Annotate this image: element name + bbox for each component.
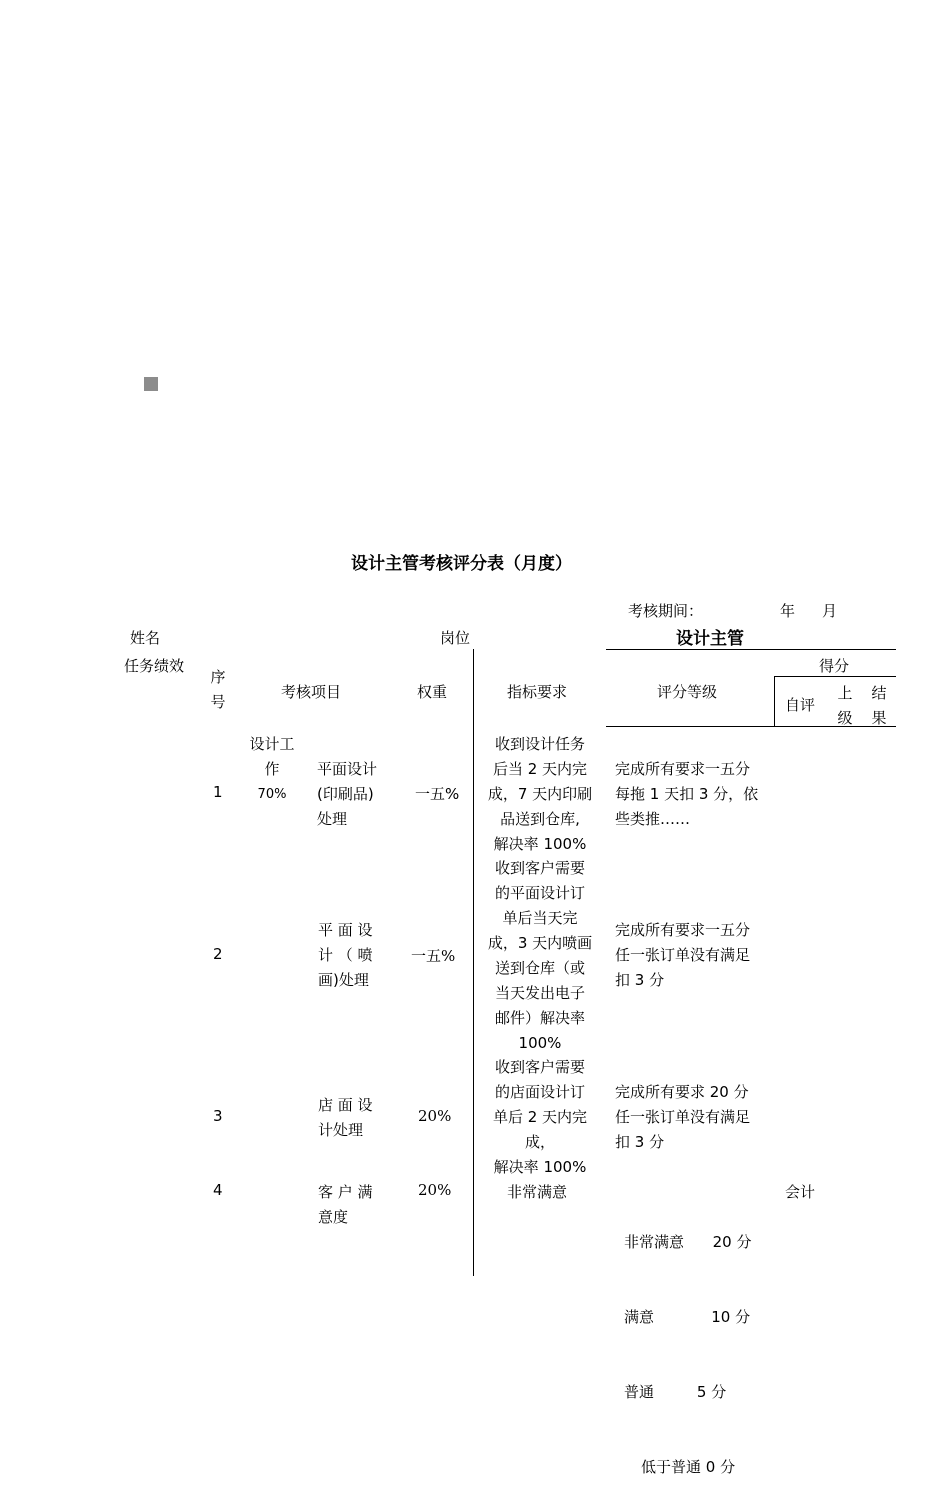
- row4-weight: 20%: [418, 1181, 452, 1199]
- row3-indicator: 收到客户需要 的店面设计订 单后 2 天内完 成， 解决率 100%: [492, 1058, 588, 1176]
- period-month: 月: [822, 602, 838, 620]
- row4-self-eval: 会计: [785, 1183, 816, 1201]
- position-label: 岗位: [440, 629, 471, 647]
- row1-weight: 一五%: [415, 785, 460, 803]
- col-superior: 上 级: [837, 684, 853, 727]
- row3-grading: 完成所有要求 20 分 任一张订单没有满足 扣 3 分: [615, 1083, 751, 1151]
- name-label: 姓名: [130, 629, 161, 647]
- row3-item: 店 面 设 计处理: [318, 1096, 373, 1139]
- row2-grading: 完成所有要求一五分 任一张订单没有满足 扣 3 分: [615, 921, 751, 989]
- col-grading: 评分等级: [657, 683, 718, 701]
- row2-seq: 2: [213, 945, 223, 963]
- row2-weight: 一五%: [411, 947, 456, 965]
- task-performance-label: 任务绩效: [124, 657, 185, 675]
- row1-item: 平面设计 (印刷品) 处理: [317, 760, 378, 828]
- form-title: 设计主管考核评分表（月度）: [351, 554, 572, 574]
- column-divider: [473, 649, 474, 1276]
- period-label: 考核期间：: [628, 602, 704, 620]
- header-rule: [606, 649, 896, 650]
- score-divider: [774, 676, 775, 727]
- row1-indicator: 收到设计任务 后当 2 天内完 成，7 天内印刷 品送到仓库, 解决率 100%: [487, 735, 593, 853]
- row2-indicator: 收到客户需要 的平面设计订 单后当天完 成，3 天内喷画 送到仓库（或 当天发出电子 邮件）解决率 100%: [487, 859, 593, 1052]
- score-rule: [774, 676, 896, 677]
- col-indicator: 指标要求: [507, 683, 568, 701]
- row4-seq: 4: [213, 1181, 223, 1199]
- row3-weight: 20%: [418, 1107, 452, 1125]
- row2-item: 平 面 设 计 （ 喷 画)处理: [318, 921, 373, 989]
- col-weight: 权重: [417, 683, 448, 701]
- row4-item: 客 户 满 意度: [318, 1183, 373, 1226]
- row4-grading: 非常满意 20 分 满意 10 分 普通 5 分 低于普通 0 分: [624, 1233, 752, 1476]
- col-result: 结 果: [871, 684, 887, 727]
- category-design-work: 设计工 作 70%: [249, 735, 295, 802]
- row1-seq: 1: [213, 783, 223, 801]
- row4-indicator: 非常满意: [507, 1183, 568, 1201]
- col-self-eval: 自评: [785, 696, 816, 714]
- position-value: 设计主管: [676, 629, 744, 649]
- bullet-square-icon: [144, 377, 158, 391]
- period-year: 年: [780, 602, 796, 620]
- row3-seq: 3: [213, 1107, 223, 1125]
- col-seq: 序 号: [210, 668, 226, 711]
- col-score: 得分: [819, 657, 850, 675]
- row1-grading: 完成所有要求一五分 每拖 1 天扣 3 分，依 些类推……: [615, 760, 759, 828]
- col-item: 考核项目: [281, 683, 342, 701]
